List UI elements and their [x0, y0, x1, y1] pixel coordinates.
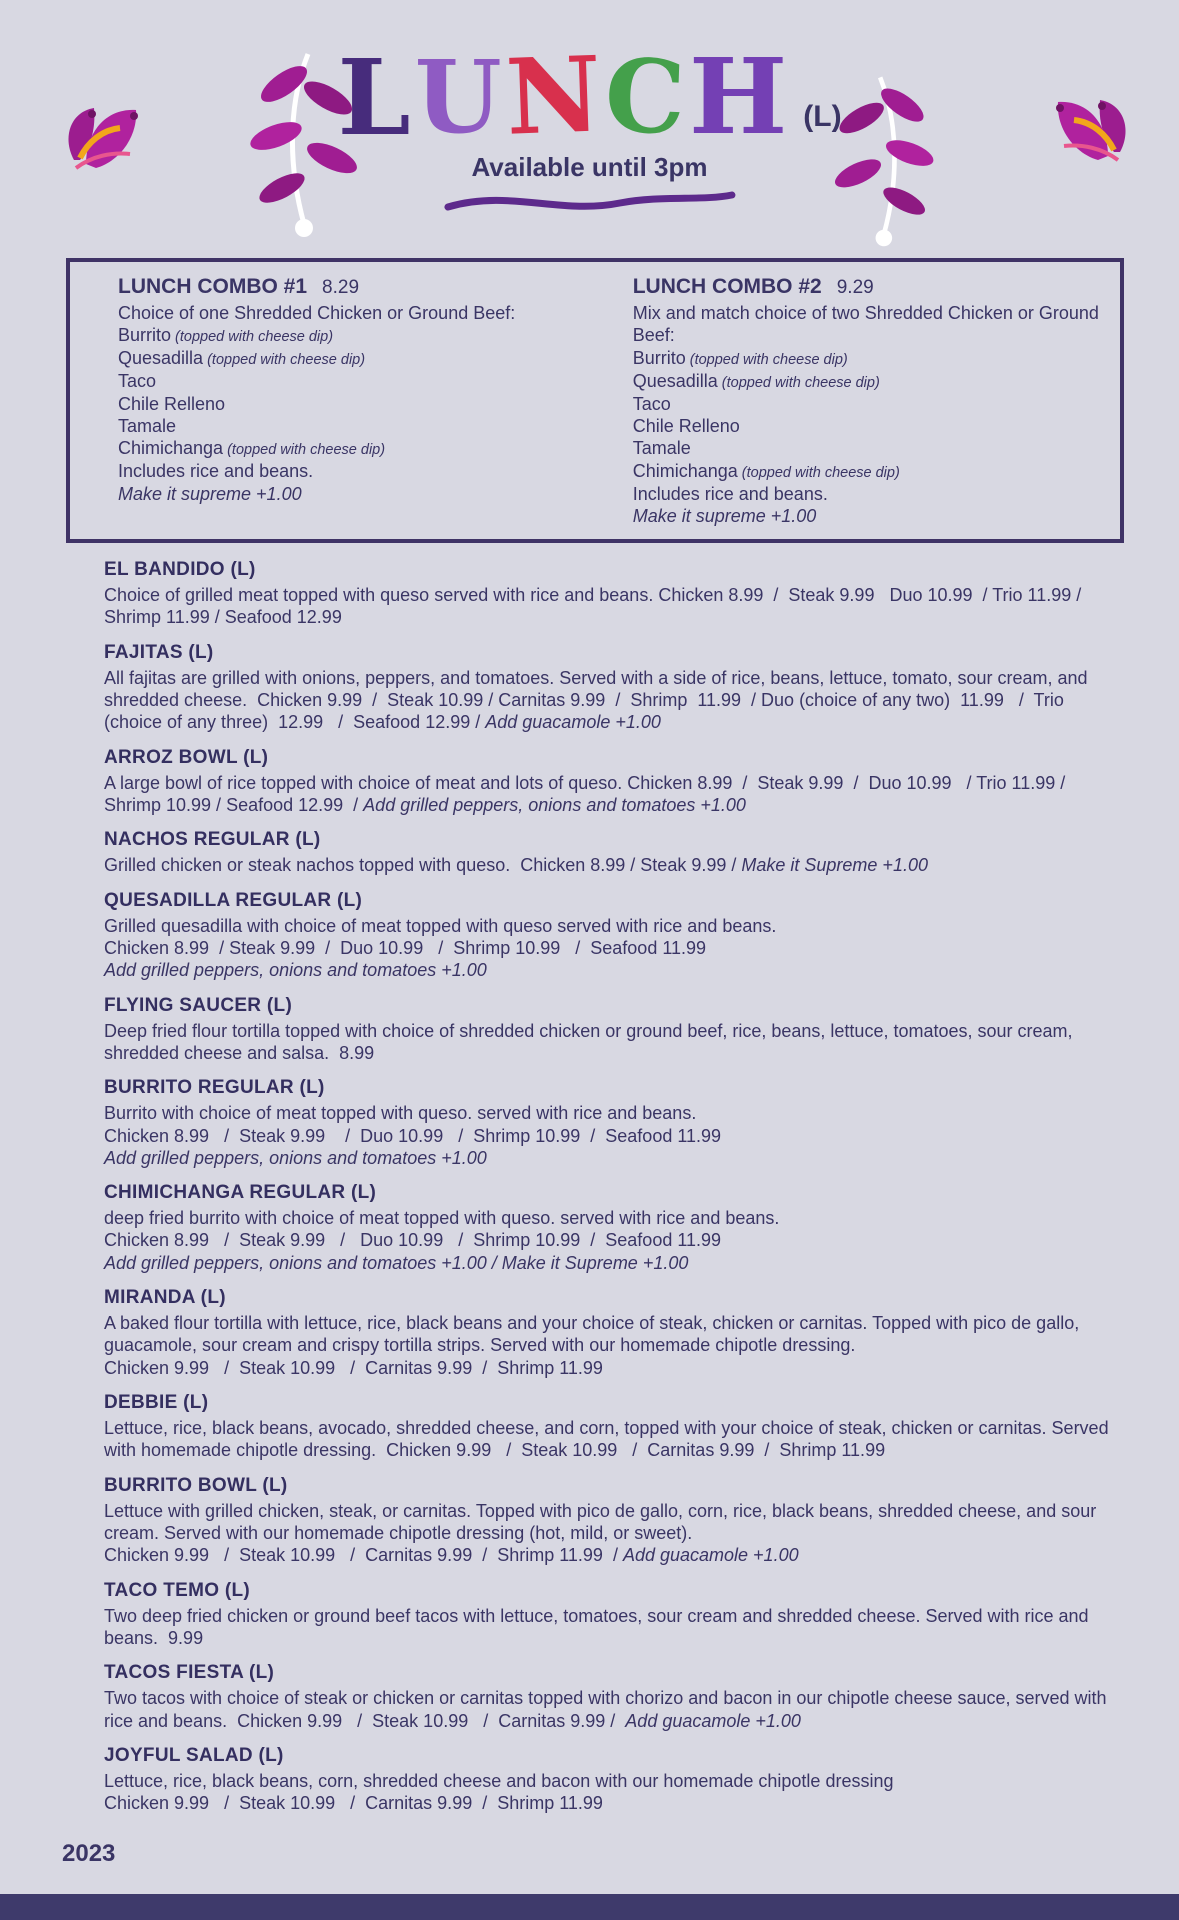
- combo-option-name: Tamale: [632, 438, 691, 459]
- flower-decoration-left-icon: [54, 96, 162, 182]
- lunch-title-letter: U: [414, 38, 506, 156]
- lunch-title-letter: H: [688, 35, 792, 158]
- combo-option-note: (topped with cheese dip): [685, 351, 848, 368]
- menu-item-addon-text: Make it Supreme +1.00: [741, 855, 928, 876]
- combo-option-note: (topped with cheese dip): [717, 374, 880, 391]
- combo-option: [118, 393, 569, 415]
- menu-item-text: Grilled quesadilla with choice of meat topped with queso served with rice and beans.: [104, 915, 777, 936]
- combo-option: [633, 370, 1104, 393]
- combo-option: [633, 347, 1104, 370]
- menu-item-description-line: [104, 1102, 1116, 1124]
- menu-item-addon-text: Add guacamole +1.00: [622, 1545, 799, 1566]
- menu-item-name: TACOS FIESTA (L): [104, 1662, 275, 1684]
- swoosh-wrap: [337, 185, 841, 224]
- menu-item-description-line: [104, 1417, 1116, 1462]
- menu-item-description-line: [104, 772, 1116, 817]
- menu-item-name: FAJITAS (L): [104, 641, 214, 663]
- combo-option: [118, 347, 569, 370]
- combo-option: [118, 324, 569, 347]
- menu-item-addon-text: Add grilled peppers, onions and tomatoes +1.00: [104, 960, 487, 981]
- menu-item-text: A baked flour tortilla with lettuce, rice, black beans and your choice of steak, chicken or carnitas. Topped with pico de gallo, guacamole, sour cream and crispy tortilla strips. Served with our homemade chipotle dressing.: [104, 1313, 1085, 1356]
- menu-item-text: Grilled chicken or steak nachos topped with queso. Chicken 8.99 / Steak 9.99 /: [104, 855, 742, 876]
- combo-option: [118, 437, 569, 460]
- menu-item-description-line: [104, 1687, 1116, 1732]
- title-row: [337, 32, 842, 159]
- combo-price: 8.29: [322, 277, 360, 298]
- combo-option-name: Taco: [632, 393, 671, 414]
- menu-item: [104, 1392, 1116, 1462]
- menu-item-text: Lettuce, rice, black beans, avocado, shredded cheese, and corn, topped with your choice of steak, chicken or carnitas. Served with homemade chipotle dressing. Chicken 9.99 / Steak 10.99 / Carnitas 9.99 / Shrimp 11.99: [104, 1418, 1114, 1461]
- combo-includes: Includes rice and beans.: [632, 483, 828, 504]
- menu-item-text: All fajitas are grilled with onions, peppers, and tomatoes. Served with a side of rice, beans, lettuce, tomato, sour cream, and shredded cheese. Chicken 9.99 / Steak 10.99 / Carnitas 9.99 / Shrimp 11.99 / Duo (choice of any two) 11.99 / Trio (choice of any three) 12.99 / Seafood 12.99 /: [104, 667, 1093, 733]
- combo-option-name: Taco: [118, 371, 157, 392]
- menu-item-name: CHIMICHANGA REGULAR (L): [104, 1182, 377, 1204]
- menu-item-description-line: [104, 937, 1116, 959]
- menu-item-addon-text: Add grilled peppers, onions and tomatoes +1.00: [104, 1147, 487, 1168]
- menu-item-description-line: [104, 1020, 1116, 1065]
- menu-item-description-line: [104, 1125, 1116, 1147]
- combo-item-list: [118, 324, 569, 460]
- menu-item-name: JOYFUL SALAD (L): [104, 1744, 284, 1766]
- combo-supreme-note: Make it supreme +1.00: [632, 505, 817, 526]
- menu-item-text: Lettuce, rice, black beans, corn, shredded cheese and bacon with our homemade chipotle dressing: [104, 1770, 894, 1791]
- menu-item-name: NACHOS REGULAR (L): [104, 829, 321, 851]
- menu-item-addon-text: Add grilled peppers, onions and tomatoes +1.00 / Make it Supreme +1.00: [104, 1252, 689, 1273]
- menu-item: [104, 642, 1116, 734]
- menu-item-name: MIRANDA (L): [104, 1287, 226, 1309]
- menu-item-description-line: [104, 1357, 1116, 1379]
- combo-option-name: Quesadilla: [632, 370, 718, 391]
- menu-item-description-line: [104, 1770, 1116, 1792]
- menu-item-name: TACO TEMO (L): [104, 1579, 251, 1601]
- menu-item-name: EL BANDIDO (L): [104, 559, 256, 581]
- combo-intro: Choice of one Shredded Chicken or Ground Beef:: [118, 303, 516, 324]
- combo-option-name: Burrito: [118, 325, 172, 346]
- menu-item-text: Chicken 8.99 / Steak 9.99 / Duo 10.99 / Shrimp 10.99 / Seafood 11.99: [104, 1125, 722, 1146]
- menu-item-description-line: [104, 1229, 1116, 1251]
- combo-price: 9.29: [836, 277, 874, 298]
- menu-item: [104, 890, 1116, 982]
- menu-item-description-line: [104, 1500, 1116, 1545]
- menu-item-description-line: [104, 1792, 1116, 1814]
- combo-option: [118, 370, 569, 392]
- menu-item-text: Chicken 9.99 / Steak 10.99 / Carnitas 9.99 / Shrimp 11.99: [104, 1793, 603, 1814]
- menu-item-text: Choice of grilled meat topped with queso served with rice and beans. Chicken 8.99 / Steak 9.99 Duo 10.99 / Trio 11.99 / Shrimp 11.99 / Seafood 12.99: [104, 585, 1087, 628]
- menu-item: [104, 829, 1116, 876]
- title-block: [337, 32, 842, 224]
- combo-option: [633, 415, 1104, 437]
- menu-item-text: Two tacos with choice of steak or chicken or carnitas topped with chorizo and bacon in our chipotle cheese sauce, served with rice and beans. Chicken 9.99 / Steak 10.99 / Carnitas 9.99 /: [104, 1688, 1112, 1731]
- menu-item: [104, 1662, 1116, 1732]
- menu-item: [104, 1580, 1116, 1650]
- header: [0, 0, 1179, 258]
- menu-item-addon-text: Add guacamole +1.00: [625, 1710, 801, 1731]
- menu-item-description-line: [104, 667, 1116, 734]
- combo-name: LUNCH COMBO #2: [632, 275, 822, 298]
- menu-item-name: ARROZ BOWL (L): [104, 746, 269, 768]
- combo-option-note: (topped with cheese dip): [737, 464, 900, 481]
- menu-item-description-line: [104, 1252, 1116, 1274]
- menu-item-description-line: [104, 1312, 1116, 1357]
- menu-item-name: BURRITO BOWL (L): [104, 1474, 288, 1496]
- year-label: 2023: [62, 1840, 116, 1867]
- lunch-title-letter: L: [337, 36, 415, 159]
- combo-option-name: Burrito: [632, 347, 686, 368]
- menu-item: [104, 1182, 1116, 1274]
- flower-decoration-right-icon: [1032, 88, 1140, 174]
- combo-header: [118, 274, 569, 300]
- combo-option: [118, 415, 569, 437]
- leaf-sprig-right-icon: [822, 70, 942, 250]
- combo-option-name: Chile Relleno: [118, 393, 226, 414]
- menu-item-description-line: [104, 915, 1116, 937]
- menu-item: [104, 747, 1116, 817]
- menu-item-description-line: [104, 854, 1116, 876]
- combo-intro: Mix and match choice of two Shredded Chicken or Ground Beef:: [632, 303, 1099, 346]
- menu-item-name: FLYING SAUCER (L): [104, 994, 293, 1016]
- menu-item-description-line: [104, 1605, 1116, 1650]
- lunch-combos-box: [66, 258, 1124, 543]
- combo-item-list: [633, 347, 1104, 483]
- combo-option-name: Quesadilla: [118, 348, 204, 369]
- menu-item: [104, 1745, 1116, 1815]
- menu-item-text: Chicken 9.99 / Steak 10.99 / Carnitas 9.99 / Shrimp 11.99 /: [104, 1545, 623, 1566]
- menu-item-text: Chicken 9.99 / Steak 10.99 / Carnitas 9.99 / Shrimp 11.99: [104, 1357, 603, 1378]
- menu-item-name: DEBBIE (L): [104, 1392, 209, 1413]
- swoosh-underline-icon: [440, 185, 740, 219]
- menu-item: [104, 1287, 1116, 1379]
- menu-item-text: Lettuce with grilled chicken, steak, or carnitas. Topped with pico de gallo, corn, rice, black beans, shredded cheese, and sour cream. Served with our homemade chipotle dressing (hot, mild, or sweet).: [104, 1500, 1102, 1543]
- menu-item-description-line: [104, 1147, 1116, 1169]
- menu-item-name: BURRITO REGULAR (L): [104, 1077, 325, 1099]
- menu-item-description-line: [104, 584, 1116, 629]
- lunch-combo-1: [70, 274, 585, 527]
- menu-item-text: Two deep fried chicken or ground beef tacos with lettuce, tomatoes, sour cream and shredded cheese. Served with rice and beans. 9.99: [104, 1605, 1094, 1648]
- menu-item-text: Burrito with choice of meat topped with queso. served with rice and beans.: [104, 1103, 697, 1124]
- combo-option: [633, 437, 1104, 459]
- menu-item-addon-text: Add guacamole +1.00: [485, 712, 661, 733]
- menu-item: [104, 995, 1116, 1065]
- menu-item-name: QUESADILLA REGULAR (L): [104, 889, 363, 911]
- lunch-combo-2: [585, 274, 1120, 527]
- availability-note: Available until 3pm: [471, 152, 708, 182]
- menu-item-description-line: [104, 959, 1116, 981]
- page-title-lunch: [337, 32, 792, 159]
- menu-list: [104, 559, 1116, 1814]
- combo-supreme-note: Make it supreme +1.00: [118, 483, 302, 504]
- combo-name: LUNCH COMBO #1: [118, 275, 308, 298]
- menu-item-description-line: [104, 1207, 1116, 1229]
- combo-option-name: Chile Relleno: [632, 415, 740, 436]
- combo-option-name: Chimichanga: [118, 438, 224, 459]
- lunch-title-letter: N: [503, 32, 607, 159]
- combo-option-name: Chimichanga: [632, 460, 738, 481]
- menu-item-addon-text: Add grilled peppers, onions and tomatoes +1.00: [363, 795, 746, 815]
- combo-option-note: (topped with cheese dip): [203, 352, 366, 369]
- title-suffix: (L): [803, 100, 842, 133]
- menu-item-text: Deep fried flour tortilla topped with choice of shredded chicken or ground beef, rice, beans, lettuce, tomatoes, sour cream, shredded cheese and salsa. 8.99: [104, 1020, 1078, 1063]
- combo-option-name: Tamale: [118, 415, 177, 436]
- lunch-title-letter: C: [602, 35, 692, 158]
- menu-item: [104, 1077, 1116, 1169]
- menu-item-text: Chicken 8.99 / Steak 9.99 / Duo 10.99 / Shrimp 10.99 / Seafood 11.99: [104, 1230, 722, 1251]
- bottom-bar: [0, 1894, 1179, 1920]
- menu-item-text: Chicken 8.99 / Steak 9.99 / Duo 10.99 / Shrimp 10.99 / Seafood 11.99: [104, 937, 707, 958]
- menu-item: [104, 559, 1116, 629]
- combo-option-note: (topped with cheese dip): [223, 442, 386, 459]
- combo-option: [633, 393, 1104, 415]
- combo-header: [633, 274, 1104, 300]
- combo-option: [633, 460, 1104, 483]
- combo-option-note: (topped with cheese dip): [171, 329, 334, 346]
- menu-item-text: deep fried burrito with choice of meat topped with queso. served with rice and beans.: [104, 1208, 780, 1229]
- menu-item-description-line: [104, 1544, 1116, 1566]
- menu-item: [104, 1475, 1116, 1567]
- menu-item-text: A large bowl of rice topped with choice of meat and lots of queso. Chicken 8.99 / Steak 9.99 / Duo 10.99 / Trio 11.99 / Shrimp 10.99 / Seafood 12.99 /: [104, 772, 1071, 815]
- combo-includes: Includes rice and beans.: [118, 461, 314, 482]
